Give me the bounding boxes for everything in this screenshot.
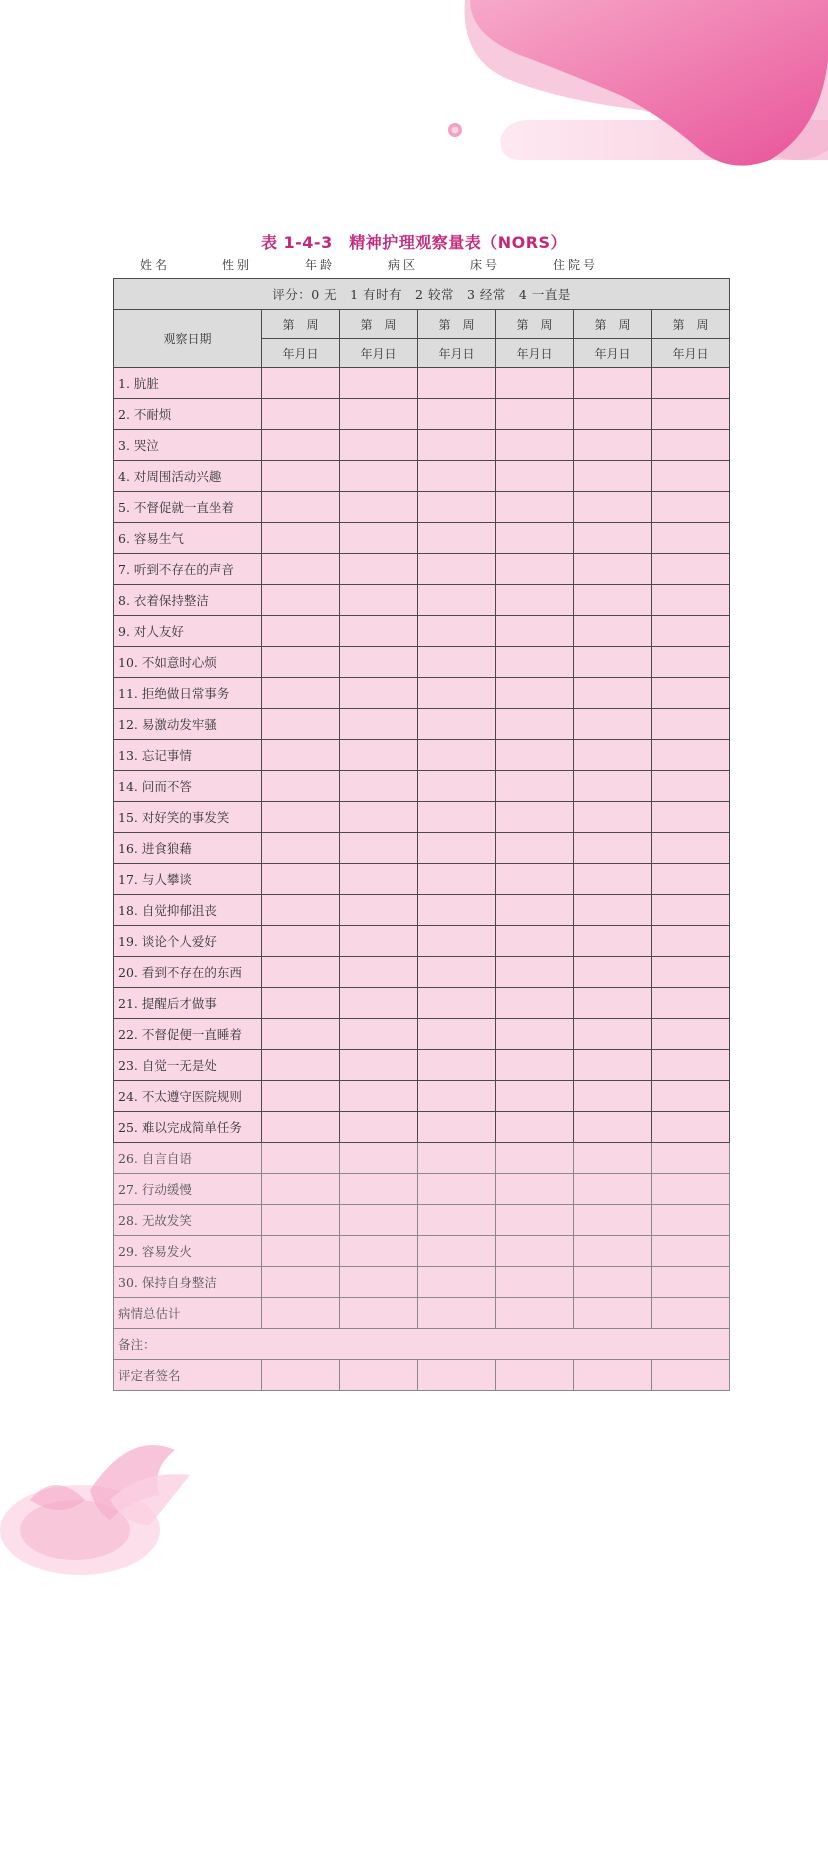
score-cell[interactable] <box>340 988 418 1019</box>
score-cell[interactable] <box>496 368 574 399</box>
score-cell[interactable] <box>496 740 574 771</box>
item-row <box>114 678 730 709</box>
score-cell[interactable] <box>496 1174 574 1205</box>
score-cell[interactable] <box>262 1236 340 1267</box>
score-cell[interactable] <box>418 1236 496 1267</box>
notes-row <box>114 1329 730 1360</box>
score-cell[interactable] <box>340 1112 418 1143</box>
score-cell[interactable] <box>262 771 340 802</box>
score-cell[interactable] <box>652 1050 730 1081</box>
info-ward: 病区 <box>388 258 419 272</box>
item-row <box>114 368 730 399</box>
score-cell[interactable] <box>574 1267 652 1298</box>
score-cell[interactable] <box>340 1081 418 1112</box>
score-cell[interactable] <box>262 399 340 430</box>
score-cell[interactable] <box>262 864 340 895</box>
score-cell[interactable] <box>262 740 340 771</box>
score-cell[interactable] <box>496 399 574 430</box>
item-row <box>114 647 730 678</box>
score-cell[interactable] <box>496 895 574 926</box>
score-cell[interactable] <box>574 895 652 926</box>
score-cell[interactable] <box>340 740 418 771</box>
score-cell[interactable] <box>574 1205 652 1236</box>
score-cell[interactable] <box>574 430 652 461</box>
item-label: 26. 自言自语 <box>114 1143 262 1174</box>
score-cell[interactable] <box>652 492 730 523</box>
score-cell[interactable] <box>340 709 418 740</box>
score-cell[interactable] <box>652 833 730 864</box>
item-row <box>114 864 730 895</box>
score-cell[interactable] <box>262 1019 340 1050</box>
score-cell[interactable] <box>418 1267 496 1298</box>
item-label: 12. 易激动发牢骚 <box>114 709 262 740</box>
score-cell[interactable] <box>262 1050 340 1081</box>
score-cell[interactable] <box>574 709 652 740</box>
item-row <box>114 585 730 616</box>
score-cell[interactable] <box>418 926 496 957</box>
score-cell[interactable] <box>652 740 730 771</box>
scoring-legend: 评分：0 无 1 有时有 2 较常 3 经常 4 一直是 <box>114 279 730 310</box>
date-unit-header: 年月日 <box>418 339 496 368</box>
score-cell[interactable] <box>262 1267 340 1298</box>
score-cell[interactable] <box>574 988 652 1019</box>
score-cell[interactable] <box>652 864 730 895</box>
item-row <box>114 1205 730 1236</box>
score-cell[interactable] <box>340 1143 418 1174</box>
item-row <box>114 1174 730 1205</box>
score-cell[interactable] <box>340 399 418 430</box>
score-cell[interactable] <box>652 1267 730 1298</box>
info-age: 年龄 <box>305 258 336 272</box>
score-cell[interactable] <box>652 926 730 957</box>
score-cell[interactable] <box>574 461 652 492</box>
score-cell[interactable] <box>574 1298 652 1329</box>
item-row <box>114 1112 730 1143</box>
score-cell[interactable] <box>496 1050 574 1081</box>
score-cell[interactable] <box>262 926 340 957</box>
score-cell[interactable] <box>496 1019 574 1050</box>
score-cell[interactable] <box>340 926 418 957</box>
score-cell[interactable] <box>262 957 340 988</box>
score-cell[interactable] <box>340 647 418 678</box>
score-cell[interactable] <box>652 430 730 461</box>
score-cell[interactable] <box>496 926 574 957</box>
signature-cell[interactable] <box>418 1360 496 1391</box>
score-cell[interactable] <box>340 1019 418 1050</box>
notes-label[interactable]: 备注： <box>114 1329 730 1360</box>
score-cell[interactable] <box>418 771 496 802</box>
score-cell[interactable] <box>262 1174 340 1205</box>
score-cell[interactable] <box>652 895 730 926</box>
info-name: 姓名 <box>140 258 171 272</box>
score-cell[interactable] <box>340 492 418 523</box>
score-cell[interactable] <box>262 833 340 864</box>
score-cell[interactable] <box>496 678 574 709</box>
week-header: 第 周 <box>496 310 574 339</box>
item-label: 19. 谈论个人爱好 <box>114 926 262 957</box>
score-cell[interactable] <box>574 523 652 554</box>
score-cell[interactable] <box>340 678 418 709</box>
score-cell[interactable] <box>418 1143 496 1174</box>
score-cell[interactable] <box>262 430 340 461</box>
score-cell[interactable] <box>262 1298 340 1329</box>
score-cell[interactable] <box>496 1236 574 1267</box>
score-cell[interactable] <box>574 926 652 957</box>
score-cell[interactable] <box>340 1236 418 1267</box>
date-unit-header: 年月日 <box>340 339 418 368</box>
score-cell[interactable] <box>652 678 730 709</box>
info-gender: 性别 <box>222 258 253 272</box>
score-cell[interactable] <box>652 461 730 492</box>
item-label: 14. 问而不答 <box>114 771 262 802</box>
score-cell[interactable] <box>574 864 652 895</box>
score-cell[interactable] <box>574 1143 652 1174</box>
score-cell[interactable] <box>340 1174 418 1205</box>
item-label: 2. 不耐烦 <box>114 399 262 430</box>
score-cell[interactable] <box>652 554 730 585</box>
score-cell[interactable] <box>574 771 652 802</box>
score-cell[interactable] <box>340 771 418 802</box>
signature-cell[interactable] <box>574 1360 652 1391</box>
item-label: 21. 提醒后才做事 <box>114 988 262 1019</box>
score-cell[interactable] <box>652 1019 730 1050</box>
item-row <box>114 1081 730 1112</box>
score-cell[interactable] <box>574 1050 652 1081</box>
score-cell[interactable] <box>418 1112 496 1143</box>
score-cell[interactable] <box>496 554 574 585</box>
score-cell[interactable] <box>262 523 340 554</box>
score-cell[interactable] <box>340 957 418 988</box>
score-cell[interactable] <box>496 1143 574 1174</box>
score-cell[interactable] <box>652 1112 730 1143</box>
item-row <box>114 399 730 430</box>
score-cell[interactable] <box>340 430 418 461</box>
table-title: 表 1-4-3 精神护理观察量表（NORS） <box>260 233 568 252</box>
score-cell[interactable] <box>418 1298 496 1329</box>
score-cell[interactable] <box>262 802 340 833</box>
score-cell[interactable] <box>574 1174 652 1205</box>
score-cell[interactable] <box>652 1205 730 1236</box>
score-cell[interactable] <box>652 1081 730 1112</box>
score-cell[interactable] <box>574 833 652 864</box>
item-label: 3. 哭泣 <box>114 430 262 461</box>
score-cell[interactable] <box>574 1081 652 1112</box>
score-cell[interactable] <box>652 523 730 554</box>
item-row <box>114 1143 730 1174</box>
score-cell[interactable] <box>652 1236 730 1267</box>
item-label: 7. 听到不存在的声音 <box>114 554 262 585</box>
score-cell[interactable] <box>652 802 730 833</box>
score-cell[interactable] <box>418 523 496 554</box>
score-cell[interactable] <box>340 368 418 399</box>
score-cell[interactable] <box>652 585 730 616</box>
score-cell[interactable] <box>418 647 496 678</box>
score-cell[interactable] <box>496 957 574 988</box>
item-label: 6. 容易生气 <box>114 523 262 554</box>
score-cell[interactable] <box>340 523 418 554</box>
score-cell[interactable] <box>496 771 574 802</box>
score-cell[interactable] <box>262 988 340 1019</box>
score-cell[interactable] <box>418 1050 496 1081</box>
item-label: 15. 对好笑的事发笑 <box>114 802 262 833</box>
item-row <box>114 492 730 523</box>
week-header: 第 周 <box>652 310 730 339</box>
score-cell[interactable] <box>340 461 418 492</box>
signature-cell[interactable] <box>262 1360 340 1391</box>
score-cell[interactable] <box>574 678 652 709</box>
score-cell[interactable] <box>340 864 418 895</box>
week-header: 第 周 <box>574 310 652 339</box>
score-cell[interactable] <box>262 554 340 585</box>
item-label: 23. 自觉一无是处 <box>114 1050 262 1081</box>
item-label: 25. 难以完成简单任务 <box>114 1112 262 1143</box>
score-cell[interactable] <box>262 678 340 709</box>
score-cell[interactable] <box>418 1019 496 1050</box>
info-admission: 住院号 <box>553 258 599 272</box>
date-unit-header: 年月日 <box>574 339 652 368</box>
info-bed: 床号 <box>470 258 501 272</box>
item-row <box>114 1019 730 1050</box>
score-cell[interactable] <box>652 1298 730 1329</box>
score-cell[interactable] <box>496 988 574 1019</box>
score-cell[interactable] <box>496 1205 574 1236</box>
score-cell[interactable] <box>652 1174 730 1205</box>
item-row <box>114 709 730 740</box>
score-cell[interactable] <box>340 1050 418 1081</box>
score-cell[interactable] <box>574 802 652 833</box>
score-cell[interactable] <box>418 368 496 399</box>
score-cell[interactable] <box>496 1081 574 1112</box>
item-row <box>114 523 730 554</box>
observation-date-header: 观察日期 <box>114 310 262 368</box>
signature-row <box>114 1360 730 1391</box>
score-cell[interactable] <box>418 1205 496 1236</box>
score-cell[interactable] <box>496 864 574 895</box>
item-row <box>114 926 730 957</box>
nors-table <box>113 278 730 1391</box>
score-cell[interactable] <box>574 1112 652 1143</box>
score-cell[interactable] <box>340 616 418 647</box>
score-cell[interactable] <box>262 1112 340 1143</box>
score-cell[interactable] <box>652 368 730 399</box>
decorative-wave-top <box>0 0 828 180</box>
score-cell[interactable] <box>496 585 574 616</box>
date-unit-header: 年月日 <box>652 339 730 368</box>
item-row <box>114 802 730 833</box>
item-row <box>114 554 730 585</box>
score-cell[interactable] <box>340 1298 418 1329</box>
week-header: 第 周 <box>262 310 340 339</box>
score-cell[interactable] <box>574 585 652 616</box>
score-cell[interactable] <box>418 678 496 709</box>
score-cell[interactable] <box>418 895 496 926</box>
item-label: 22. 不督促便一直睡着 <box>114 1019 262 1050</box>
item-row <box>114 430 730 461</box>
score-cell[interactable] <box>574 740 652 771</box>
score-cell[interactable] <box>574 1019 652 1050</box>
score-cell[interactable] <box>262 616 340 647</box>
score-cell[interactable] <box>574 1236 652 1267</box>
item-label: 13. 忘记事情 <box>114 740 262 771</box>
score-cell[interactable] <box>340 833 418 864</box>
item-row <box>114 895 730 926</box>
score-cell[interactable] <box>496 647 574 678</box>
item-row <box>114 771 730 802</box>
score-cell[interactable] <box>496 1267 574 1298</box>
score-cell[interactable] <box>340 802 418 833</box>
score-cell[interactable] <box>496 523 574 554</box>
score-cell[interactable] <box>418 1081 496 1112</box>
score-cell[interactable] <box>496 616 574 647</box>
score-cell[interactable] <box>262 1143 340 1174</box>
item-row <box>114 1267 730 1298</box>
score-cell[interactable] <box>418 399 496 430</box>
item-label: 11. 拒绝做日常事务 <box>114 678 262 709</box>
score-cell[interactable] <box>496 833 574 864</box>
score-cell[interactable] <box>652 616 730 647</box>
score-cell[interactable] <box>574 492 652 523</box>
signature-cell[interactable] <box>496 1360 574 1391</box>
item-label: 16. 进食狼藉 <box>114 833 262 864</box>
item-label: 28. 无故发笑 <box>114 1205 262 1236</box>
item-row <box>114 461 730 492</box>
score-cell[interactable] <box>574 399 652 430</box>
signature-label: 评定者签名 <box>114 1360 262 1391</box>
score-cell[interactable] <box>418 833 496 864</box>
score-cell[interactable] <box>340 554 418 585</box>
item-label: 10. 不如意时心烦 <box>114 647 262 678</box>
score-cell[interactable] <box>652 1143 730 1174</box>
item-row <box>114 1050 730 1081</box>
item-label: 9. 对人友好 <box>114 616 262 647</box>
score-cell[interactable] <box>496 430 574 461</box>
score-cell[interactable] <box>652 771 730 802</box>
score-cell[interactable] <box>574 368 652 399</box>
score-cell[interactable] <box>652 647 730 678</box>
score-cell[interactable] <box>418 430 496 461</box>
item-label: 30. 保持自身整洁 <box>114 1267 262 1298</box>
score-cell[interactable] <box>418 554 496 585</box>
score-cell[interactable] <box>340 1267 418 1298</box>
item-row <box>114 1298 730 1329</box>
item-label: 1. 肮脏 <box>114 368 262 399</box>
score-cell[interactable] <box>418 957 496 988</box>
decorative-flower-bottom <box>0 1430 220 1580</box>
score-cell[interactable] <box>262 585 340 616</box>
item-label: 20. 看到不存在的东西 <box>114 957 262 988</box>
item-row <box>114 616 730 647</box>
date-unit-header: 年月日 <box>496 339 574 368</box>
item-row <box>114 988 730 1019</box>
score-cell[interactable] <box>262 1205 340 1236</box>
score-cell[interactable] <box>574 616 652 647</box>
score-cell[interactable] <box>652 957 730 988</box>
score-cell[interactable] <box>418 461 496 492</box>
item-row <box>114 1236 730 1267</box>
score-cell[interactable] <box>418 864 496 895</box>
item-label: 24. 不太遵守医院规则 <box>114 1081 262 1112</box>
score-cell[interactable] <box>496 1298 574 1329</box>
score-cell[interactable] <box>262 647 340 678</box>
signature-cell[interactable] <box>652 1360 730 1391</box>
score-cell[interactable] <box>652 399 730 430</box>
score-cell[interactable] <box>418 740 496 771</box>
score-cell[interactable] <box>496 461 574 492</box>
score-cell[interactable] <box>262 492 340 523</box>
score-cell[interactable] <box>418 709 496 740</box>
score-cell[interactable] <box>574 647 652 678</box>
score-cell[interactable] <box>418 802 496 833</box>
item-label: 27. 行动缓慢 <box>114 1174 262 1205</box>
item-label: 18. 自觉抑郁沮丧 <box>114 895 262 926</box>
item-label: 8. 衣着保持整洁 <box>114 585 262 616</box>
score-cell[interactable] <box>418 988 496 1019</box>
score-cell[interactable] <box>418 616 496 647</box>
score-cell[interactable] <box>262 1081 340 1112</box>
score-cell[interactable] <box>418 585 496 616</box>
score-cell[interactable] <box>496 1112 574 1143</box>
score-cell[interactable] <box>496 802 574 833</box>
score-cell[interactable] <box>418 492 496 523</box>
signature-cell[interactable] <box>340 1360 418 1391</box>
item-row <box>114 740 730 771</box>
score-cell[interactable] <box>262 709 340 740</box>
item-label: 17. 与人攀谈 <box>114 864 262 895</box>
score-cell[interactable] <box>262 461 340 492</box>
patient-info-row <box>140 256 660 272</box>
score-cell[interactable] <box>496 492 574 523</box>
item-row <box>114 957 730 988</box>
date-unit-header: 年月日 <box>262 339 340 368</box>
score-cell[interactable] <box>574 554 652 585</box>
item-label: 5. 不督促就一直坐着 <box>114 492 262 523</box>
score-cell[interactable] <box>496 709 574 740</box>
week-header: 第 周 <box>418 310 496 339</box>
item-row <box>114 833 730 864</box>
score-cell[interactable] <box>340 585 418 616</box>
item-label: 病情总估计 <box>114 1298 262 1329</box>
score-cell[interactable] <box>574 957 652 988</box>
week-header: 第 周 <box>340 310 418 339</box>
score-cell[interactable] <box>262 368 340 399</box>
score-cell[interactable] <box>652 709 730 740</box>
score-cell[interactable] <box>418 1174 496 1205</box>
item-label: 29. 容易发火 <box>114 1236 262 1267</box>
item-label: 4. 对周围活动兴趣 <box>114 461 262 492</box>
score-cell[interactable] <box>652 988 730 1019</box>
score-cell[interactable] <box>262 895 340 926</box>
score-cell[interactable] <box>340 1205 418 1236</box>
score-cell[interactable] <box>340 895 418 926</box>
